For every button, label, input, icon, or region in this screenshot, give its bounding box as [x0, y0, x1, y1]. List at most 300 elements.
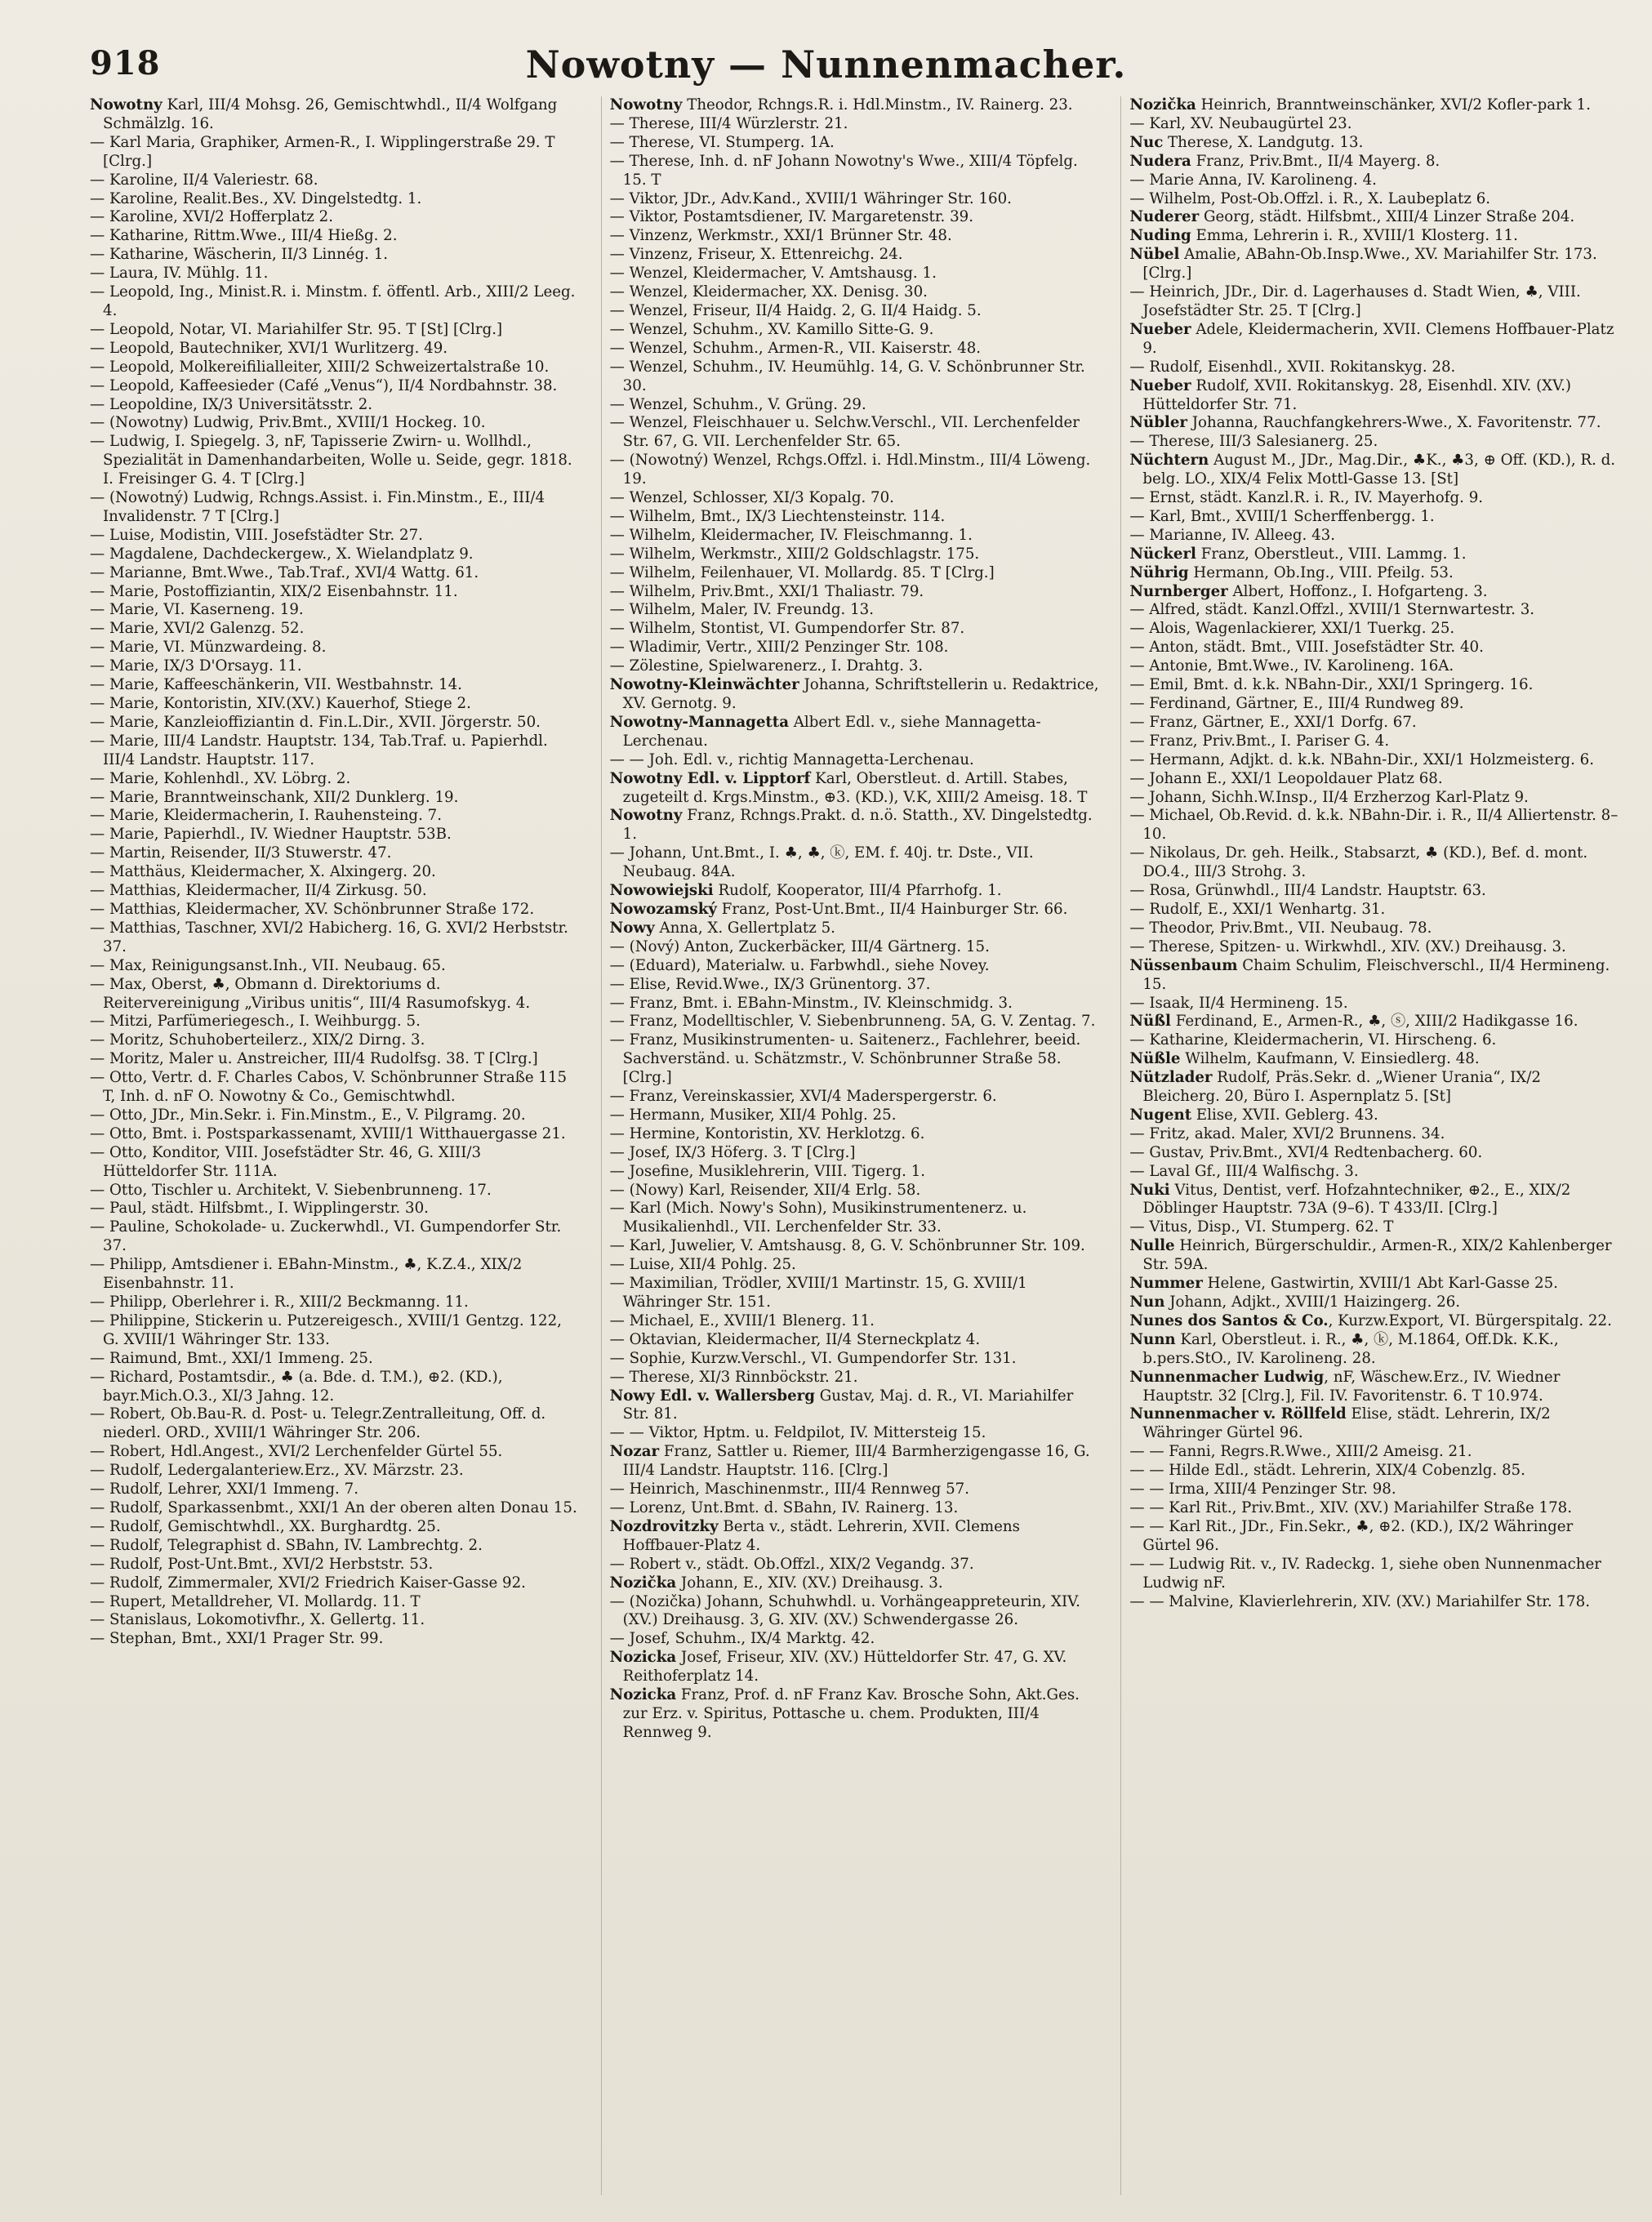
directory-entry: [1129, 433, 1619, 452]
entry-text: — Moritz, Maler u. Anstreicher, III/4 Rudolfsg. 38. T [Clrg.]: [90, 1050, 538, 1068]
entry-text: Karl, Oberstleut. d. Artill. Stabes, zugeteilt d. Krgs.Minstm., ⊕3. (KD.), V.K, XIII/2 Ameisg. 18. T: [622, 769, 1088, 806]
entry-text: — Karoline, XVI/2 Hofferplatz 2.: [90, 208, 333, 226]
directory-entry: [1129, 714, 1619, 733]
directory-entry: [610, 1574, 1100, 1593]
directory-entry: [90, 1182, 580, 1200]
directory-entry: [610, 489, 1100, 508]
directory-entry: [1129, 564, 1619, 583]
entry-text: — Marie, III/4 Landstr. Hauptstr. 134, Tab.Traf. u. Papierhdl. III/4 Landstr. Hauptstr. 117.: [90, 732, 548, 768]
directory-entry: [1129, 1593, 1619, 1612]
entry-text: — Wenzel, Kleidermacher, XX. Denisg. 30.: [609, 283, 928, 301]
entry-text: Adele, Kleidermacherin, XVII. Clemens Hoffbauer-Platz 9.: [1142, 320, 1614, 357]
entry-text: — Robert, Ob.Bau-R. d. Post- u. Telegr.Zentralleitung, Off. d. niederl. ORD., XVIII/1 Währinger Str. 206.: [90, 1405, 546, 1442]
directory-entry: [1129, 227, 1619, 246]
entry-text: — Marie Anna, IV. Karolineng. 4.: [1129, 171, 1377, 189]
entry-text: — Johann E., XXI/1 Leopoldauer Platz 68.: [1129, 769, 1443, 787]
directory-entry: [610, 1275, 1100, 1312]
directory-entry: [1129, 751, 1619, 770]
directory-entry: [610, 1499, 1100, 1518]
entry-text: — Marianne, IV. Alleeg. 43.: [1129, 526, 1336, 544]
directory-entry: [90, 433, 580, 489]
entry-text: — Max, Reinigungsanst.Inh., VII. Neubaug. 65.: [90, 956, 446, 974]
entry-text: — Franz, Vereinskassier, XVI/4 Maderspergerstr. 6.: [609, 1088, 997, 1106]
entry-text: — Katharine, Rittm.Wwe., III/4 Hießg. 2.: [90, 227, 398, 245]
directory-entry: [610, 601, 1100, 620]
entry-text: Franz, Oberstleut., VIII. Lammg. 1.: [1196, 545, 1467, 563]
directory-entry: [90, 527, 580, 545]
directory-entry: [1129, 153, 1619, 171]
entry-text: Franz, Prof. d. nF Franz Kav. Brosche Sohn, Akt.Ges. zur Erz. v. Spiritus, Pottasche u. chem. Produkten, III/4 Rennweg 9.: [622, 1686, 1080, 1741]
directory-entry: [1129, 321, 1619, 358]
entry-surname: Nübler: [1129, 414, 1187, 432]
entry-text: — Therese, III/3 Salesianerg. 25.: [1129, 433, 1378, 451]
directory-entry: [90, 957, 580, 976]
entry-text: — Moritz, Schuhoberteilerz., XIX/2 Dirng. 3.: [90, 1031, 425, 1049]
directory-entry: [610, 1237, 1100, 1256]
directory-entry: [1129, 1556, 1619, 1593]
entry-text: — Ernst, städt. Kanzl.R. i. R., IV. Mayerhofg. 9.: [1129, 489, 1484, 507]
entry-surname: Nützlader: [1129, 1069, 1213, 1087]
entry-text: — Robert, Hdl.Angest., XVI/2 Lerchenfelder Gürtel 55.: [90, 1443, 503, 1461]
directory-entry: [610, 358, 1100, 396]
entry-text: Franz, Priv.Bmt., II/4 Mayerg. 8.: [1191, 152, 1440, 170]
directory-entry: [90, 601, 580, 620]
entry-text: — Max, Oberst, ♣, Obmann d. Direktoriums d. Reitervereinigung „Viribus unitis“, III/4 Rasumofskyg. 4.: [90, 975, 531, 1012]
directory-entry: [1129, 1163, 1619, 1182]
entry-text: — Marie, VI. Kaserneng. 19.: [90, 601, 304, 619]
entry-surname: Nummer: [1129, 1275, 1203, 1293]
directory-entry: [610, 545, 1100, 564]
entry-surname: Nueber: [1129, 320, 1191, 338]
entry-text: — Luise, Modistin, VIII. Josefstädter Str. 27.: [90, 526, 423, 544]
directory-entry: [90, 1405, 580, 1443]
entry-text: — Marie, Papierhdl., IV. Wiedner Hauptstr. 53B.: [90, 826, 452, 844]
directory-entry: [1129, 995, 1619, 1013]
entry-text: — Therese, VI. Stumperg. 1A.: [609, 133, 835, 151]
directory-entry: [1129, 545, 1619, 564]
entry-text: — Rudolf, E., XXI/1 Wenhartg. 31.: [1129, 900, 1386, 918]
directory-entry: [90, 695, 580, 714]
directory-entry: [90, 657, 580, 676]
entry-text: — Paul, städt. Hilfsbmt., I. Wipplingerstr. 30.: [90, 1200, 429, 1218]
directory-entry: [90, 321, 580, 340]
directory-entry: [610, 1125, 1100, 1144]
entry-text: — Raimund, Bmt., XXI/1 Immeng. 25.: [90, 1349, 373, 1367]
entry-surname: Nowotny-Mannagetta: [609, 713, 789, 731]
directory-entry: [90, 789, 580, 808]
entry-text: — Wladimir, Vertr., XIII/2 Penzinger Str. 108.: [609, 639, 949, 657]
entry-text: — Marie, Kohlenhdl., XV. Löbrg. 2.: [90, 769, 351, 787]
entry-text: — Leopoldine, IX/3 Universitätsstr. 2.: [90, 395, 373, 413]
column-right: [1120, 96, 1619, 2195]
entry-text: Amalie, ABahn-Ob.Insp.Wwe., XV. Mariahilfer Str. 173. [Clrg.]: [1142, 246, 1597, 283]
entry-surname: Nurnberger: [1129, 582, 1228, 600]
entry-text: — Franz, Priv.Bmt., I. Pariser G. 4.: [1129, 732, 1390, 750]
directory-entry: [610, 1630, 1100, 1649]
directory-entry: [610, 115, 1100, 134]
directory-entry: [1129, 1050, 1619, 1069]
entry-text: — Josefine, Musiklehrerin, VIII. Tigerg. 1.: [609, 1162, 926, 1180]
entry-text: Johann, Adjkt., XVIII/1 Haizingerg. 26.: [1164, 1294, 1461, 1311]
entry-text: — Lorenz, Unt.Bmt. d. SBahn, IV. Rainerg. 13.: [609, 1498, 959, 1516]
entry-text: — (Nozička) Johann, Schuhwhdl. u. Vorhängeappreteurin, XIV. (XV.) Dreihausg. 3, G. XIV. (XV.) Schwendergasse 26.: [609, 1592, 1080, 1629]
directory-entry: [1129, 1518, 1619, 1556]
entry-text: — Isaak, II/4 Hermineng. 15.: [1129, 994, 1348, 1012]
directory-entry: [610, 639, 1100, 657]
directory-entry: [1129, 246, 1619, 283]
directory-entry: [610, 1013, 1100, 1031]
entry-text: Georg, städt. Hilfsbmt., XIII/4 Linzer Straße 204.: [1199, 208, 1575, 226]
directory-entry: [610, 1350, 1100, 1369]
directory-entry: [610, 527, 1100, 545]
entry-text: — Stephan, Bmt., XXI/1 Prager Str. 99.: [90, 1630, 384, 1648]
directory-entry: [610, 1256, 1100, 1275]
page-number: 918: [90, 44, 161, 82]
entry-text: — Rosa, Grünwhdl., III/4 Landstr. Hauptstr. 63.: [1129, 882, 1486, 900]
entry-text: — Leopold, Ing., Minist.R. i. Minstm. f. öffentl. Arb., XIII/2 Leeg. 4.: [90, 283, 576, 319]
entry-text: Elise, städt. Lehrerin, IX/2 Währinger Gürtel 96.: [1142, 1405, 1551, 1442]
entry-surname: Nückerl: [1129, 545, 1196, 563]
entry-text: — Katharine, Kleidermacherin, VI. Hirscheng. 6.: [1129, 1031, 1497, 1049]
entry-surname: Nowozamský: [609, 900, 717, 918]
directory-entry: [1129, 789, 1619, 808]
entry-text: — Franz, Modelltischler, V. Siebenbrunneng. 5A, G. V. Zentag. 7.: [609, 1013, 1096, 1031]
entry-text: — (Nowotný) Wenzel, Rchgs.Offzl. i. Hdl.Minstm., III/4 Löweng. 19.: [609, 452, 1091, 488]
directory-entry: [1129, 938, 1619, 957]
entry-text: — Wilhelm, Maler, IV. Freundg. 13.: [609, 601, 875, 619]
entry-text: — Alfred, städt. Kanzl.Offzl., XVIII/1 Sternwartestr. 3.: [1129, 601, 1535, 619]
entry-text: — Marie, XVI/2 Galenzg. 52.: [90, 620, 305, 638]
entry-text: — Wilhelm, Feilenhauer, VI. Mollardg. 85. T [Clrg.]: [609, 563, 995, 581]
directory-entry: [90, 1050, 580, 1069]
entry-text: — Rudolf, Lehrer, XXI/1 Immeng. 7.: [90, 1481, 358, 1498]
directory-entry: [1129, 1312, 1619, 1331]
entry-text: — Alois, Wagenlackierer, XXI/1 Tuerkg. 25.: [1129, 620, 1455, 638]
entry-text: — — Joh. Edl. v., richtig Mannagetta-Lerchenau.: [609, 750, 974, 768]
entry-text: Vitus, Dentist, verf. Hofzahntechniker, ⊕2., E., XIX/2 Döblinger Hauptstr. 73A (9–6). T 433/II. [Clrg.]: [1142, 1181, 1571, 1218]
entry-text: Johanna, Rauchfangkehrers-Wwe., X. Favoritenstr. 77.: [1187, 414, 1601, 432]
directory-entry: [1129, 1182, 1619, 1219]
entry-text: Karl, III/4 Mohsg. 26, Gemischtwhdl., II/4 Wolfgang Schmälzlg. 16.: [103, 96, 558, 132]
directory-entry: [610, 396, 1100, 415]
directory-entry: [610, 1369, 1100, 1387]
entry-surname: Nozička: [1129, 96, 1196, 114]
column-middle: [601, 96, 1100, 2195]
directory-entry: [1129, 377, 1619, 415]
entry-text: — Viktor, Postamtsdiener, IV. Margaretenstr. 39.: [609, 208, 974, 226]
entry-text: — Marie, Kaffeeschänkerin, VII. Westbahnstr. 14.: [90, 676, 462, 694]
entry-text: — Rudolf, Gemischtwhdl., XX. Burghardtg. 25.: [90, 1517, 441, 1535]
entry-surname: Nowotny: [90, 96, 163, 114]
entry-text: — Josef, Schuhm., IX/4 Marktg. 42.: [609, 1630, 875, 1648]
entry-surname: Nührig: [1129, 563, 1189, 581]
entry-surname: Nunn: [1129, 1330, 1176, 1348]
entry-text: — Josef, IX/3 Höferg. 3. T [Clrg.]: [609, 1143, 856, 1161]
directory-entry: [90, 96, 580, 134]
directory-entry: [610, 1107, 1100, 1125]
directory-entry: [90, 863, 580, 882]
entry-text: , nF, Wäschew.Erz., IV. Wiedner Hauptstr. 32 [Clrg.], Fil. IV. Favoritenstr. 6. T 10.974.: [1142, 1368, 1561, 1405]
entry-text: — Matthias, Kleidermacher, XV. Schönbrunner Straße 172.: [90, 900, 535, 918]
entry-surname: Nuki: [1129, 1181, 1170, 1199]
directory-entry: [610, 901, 1100, 920]
entry-text: — Vitus, Disp., VI. Stumperg. 62. T: [1129, 1218, 1394, 1236]
entry-text: — Elise, Revid.Wwe., IX/3 Grünentorg. 37.: [609, 975, 931, 993]
directory-entry: [610, 976, 1100, 995]
directory-entry: [610, 1593, 1100, 1631]
directory-entry: [610, 340, 1100, 358]
entry-text: — Maximilian, Trödler, XVIII/1 Martinstr. 15, G. XVIII/1 Währinger Str. 151.: [609, 1275, 1027, 1311]
directory-entry: [90, 171, 580, 190]
directory-entry: [90, 1574, 580, 1593]
entry-text: — Wilhelm, Priv.Bmt., XXI/1 Thaliastr. 79.: [609, 582, 924, 600]
entry-surname: Nozar: [609, 1443, 660, 1461]
directory-entry: [1129, 1369, 1619, 1406]
directory-entry: [610, 1088, 1100, 1107]
columns: [90, 96, 1619, 2195]
directory-entry: [90, 358, 580, 377]
directory-entry: [610, 134, 1100, 153]
directory-entry: [1129, 1275, 1619, 1294]
directory-entry: [1129, 657, 1619, 676]
directory-entry: [90, 1630, 580, 1649]
directory-entry: [610, 995, 1100, 1013]
entry-surname: Nowowiejski: [609, 882, 714, 900]
directory-entry: [1129, 489, 1619, 508]
entry-text: — Wenzel, Kleidermacher, V. Amtshausg. 1.: [609, 265, 937, 283]
entry-text: — Heinrich, Maschinenmstr., III/4 Rennweg 57.: [609, 1481, 969, 1498]
directory-entry: [90, 1256, 580, 1294]
entry-text: — — Ludwig Rit. v., IV. Radeckg. 1, siehe oben Nunnenmacher Ludwig nF.: [1129, 1555, 1601, 1592]
entry-text: Heinrich, Branntweinschänker, XVI/2 Kofler-park 1.: [1196, 96, 1591, 114]
directory-entry: [90, 733, 580, 770]
directory-entry: [90, 208, 580, 227]
directory-entry: [1129, 527, 1619, 545]
directory-entry: [90, 1611, 580, 1630]
entry-text: — — Hilde Edl., städt. Lehrerin, XIX/4 Cobenzlg. 85.: [1129, 1462, 1525, 1480]
directory-entry: [90, 976, 580, 1013]
entry-text: — Wenzel, Schuhm., IV. Heumühlg. 14, G. V. Schönbrunner Str. 30.: [609, 358, 1085, 394]
directory-entry: [1129, 1013, 1619, 1031]
directory-entry: [90, 227, 580, 246]
entry-text: — Viktor, JDr., Adv.Kand., XVIII/1 Währinger Str. 160.: [609, 189, 1012, 207]
directory-entry: [90, 714, 580, 733]
directory-entry: [610, 1481, 1100, 1499]
directory-entry: [90, 620, 580, 639]
entry-text: — Karl Maria, Graphiker, Armen-R., I. Wipplingerstraße 29. T [Clrg.]: [90, 133, 555, 170]
directory-entry: [610, 938, 1100, 957]
directory-entry: [610, 844, 1100, 882]
entry-text: — Marie, Kleidermacherin, I. Rauhensteing. 7.: [90, 807, 442, 825]
directory-entry: [1129, 171, 1619, 190]
directory-entry: [610, 1556, 1100, 1574]
directory-entry: [90, 377, 580, 396]
entry-text: Gustav, Maj. d. R., VI. Mariahilfer Str. 81.: [622, 1387, 1074, 1423]
entry-surname: Nuding: [1129, 227, 1191, 245]
entry-text: — Otto, JDr., Min.Sekr. i. Fin.Minstm., E., V. Pilgramg. 20.: [90, 1106, 526, 1124]
entry-text: — Rudolf, Sparkassenbmt., XXI/1 An der oberen alten Donau 15.: [90, 1498, 577, 1516]
directory-entry: [1129, 1499, 1619, 1518]
directory-entry: [610, 1031, 1100, 1088]
entry-text: — Leopold, Kaffeesieder (Café „Venus“), II/4 Nordbahnstr. 38.: [90, 376, 558, 394]
directory-entry: [1129, 1462, 1619, 1481]
directory-entry: [90, 920, 580, 957]
directory-entry: [90, 1350, 580, 1369]
directory-entry: [1129, 452, 1619, 489]
entry-text: — Karl (Mich. Nowy's Sohn), Musikinstrumentenerz. u. Musikalienhdl., VII. Lerchenfelder Str. 33.: [609, 1200, 1027, 1236]
entry-text: — (Nowotný) Ludwig, Rchngs.Assist. i. Fin.Minstm., E., III/4 Invalidenstr. 7 T [Clrg.]: [90, 489, 545, 525]
directory-entry: [610, 227, 1100, 246]
directory-entry: [1129, 1481, 1619, 1499]
entry-surname: Nozička: [609, 1574, 677, 1592]
entry-text: — Wenzel, Schlosser, XI/3 Kopalg. 70.: [609, 489, 894, 507]
entry-text: Helene, Gastwirtin, XVIII/1 Abt Karl-Gasse 25.: [1202, 1275, 1558, 1293]
entry-text: — Theodor, Priv.Bmt., VII. Neubaug. 78.: [1129, 919, 1432, 937]
entry-text: Franz, Sattler u. Riemer, III/4 Barmherzigengasse 16, G. III/4 Landstr. Hauptstr. 116. [Clrg.]: [622, 1443, 1090, 1480]
entry-surname: Nowotny-Kleinwächter: [609, 676, 799, 694]
entry-surname: Nunnenmacher v. Röllfeld: [1129, 1405, 1347, 1423]
entry-text: — Stanislaus, Lokomotivfhr., X. Gellertg. 11.: [90, 1611, 425, 1629]
directory-entry: [610, 414, 1100, 452]
directory-entry: [1129, 208, 1619, 227]
directory-entry: [610, 283, 1100, 302]
entry-surname: Nunes dos Santos & Co.: [1129, 1311, 1329, 1329]
directory-entry: [90, 340, 580, 358]
entry-text: — Johann, Unt.Bmt., I. ♣, ♣, ⓚ, EM. f. 40j. tr. Dste., VII. Neubaug. 84A.: [609, 844, 1034, 881]
entry-text: — Fritz, akad. Maler, XVI/2 Brunnens. 34.: [1129, 1124, 1445, 1142]
entry-text: — Therese, III/4 Würzlerstr. 21.: [609, 114, 848, 132]
directory-entry: [610, 1312, 1100, 1331]
directory-entry: [1129, 1125, 1619, 1144]
entry-text: Karl, Oberstleut. i. R., ♣, ⓚ, M.1864, Off.Dk. K.K., b.pers.StO., IV. Karolineng. 28.: [1142, 1330, 1559, 1367]
entry-text: — Leopold, Notar, VI. Mariahilfer Str. 95. T [St] [Clrg.]: [90, 320, 503, 338]
entry-text: — — Karl Rit., JDr., Fin.Sekr., ♣, ⊕2. (KD.), IX/2 Währinger Gürtel 96.: [1129, 1517, 1574, 1554]
entry-text: Josef, Friseur, XIV. (XV.) Hütteldorfer Str. 47, G. XV. Reithoferplatz 14.: [622, 1649, 1067, 1685]
entry-text: Johanna, Schriftstellerin u. Redaktrice, XV. Gernotg. 9.: [622, 676, 1099, 712]
entry-text: — Marie, Postoffiziantin, XIX/2 Eisenbahnstr. 11.: [90, 582, 458, 600]
directory-entry: [610, 153, 1100, 190]
entry-text: Emma, Lehrerin i. R., XVIII/1 Klosterg. 11.: [1191, 227, 1518, 245]
directory-entry: [610, 1200, 1100, 1237]
directory-entry: [1129, 601, 1619, 620]
directory-entry: [90, 1462, 580, 1481]
entry-text: — Wenzel, Fleischhauer u. Selchw.Verschl., VII. Lerchenfelder Str. 67, G. VII. Lerchenfelder Str. 65.: [609, 414, 1080, 451]
entry-text: — Karl, Juwelier, V. Amtshausg. 8, G. V. Schönbrunner Str. 109.: [609, 1237, 1085, 1255]
entry-surname: Nüchtern: [1129, 452, 1209, 470]
entry-text: — (Nový) Anton, Zuckerbäcker, III/4 Gärtnerg. 15.: [609, 937, 990, 955]
directory-entry: [1129, 770, 1619, 789]
entry-text: — Otto, Konditor, VIII. Josefstädter Str. 46, G. XIII/3 Hütteldorfer Str. 111A.: [90, 1143, 482, 1180]
entry-text: — Karl, Bmt., XVIII/1 Scherffenbergg. 1.: [1129, 507, 1435, 525]
entry-text: — Hermine, Kontoristin, XV. Herklotzg. 6.: [609, 1124, 925, 1142]
directory-entry: [610, 620, 1100, 639]
directory-entry: [90, 283, 580, 321]
directory-entry: [1129, 620, 1619, 639]
entry-text: — (Nowy) Karl, Reisender, XII/4 Erlg. 58.: [609, 1181, 921, 1199]
entry-text: — Ludwig, I. Spiegelg. 3, nF, Tapisserie Zwirn- u. Wollhdl., Spezialität in Damenhandarbeiten, Wolle u. Seide, gegr. 1818. I. Freisinger G. 4. T [Clrg.]: [90, 433, 572, 488]
directory-entry: [610, 807, 1100, 844]
entry-text: — Rudolf, Post-Unt.Bmt., XVI/2 Herbststr. 53.: [90, 1555, 434, 1573]
entry-surname: Nowotny: [609, 96, 683, 114]
entry-text: — Vinzenz, Werkmstr., XXI/1 Brünner Str. 48.: [609, 227, 952, 245]
directory-entry: [610, 1331, 1100, 1350]
directory-entry: [610, 957, 1100, 976]
entry-text: Berta v., städt. Lehrerin, XVII. Clemens Hoffbauer-Platz 4.: [622, 1517, 1020, 1554]
directory-entry: [1129, 1294, 1619, 1312]
directory-entry: [1129, 882, 1619, 901]
directory-entry: [610, 1387, 1100, 1425]
directory-entry: [1129, 901, 1619, 920]
entry-surname: Nozdrovitzky: [609, 1517, 719, 1535]
entry-text: — Philipp, Amtsdiener i. EBahn-Minstm., ♣, K.Z.4., XIX/2 Eisenbahnstr. 11.: [90, 1256, 523, 1293]
entry-text: — Leopold, Molkereifilialleiter, XIII/2 Schweizertalstraße 10.: [90, 358, 550, 376]
entry-text: — Otto, Tischler u. Architekt, V. Siebenbrunneng. 17.: [90, 1181, 492, 1199]
entry-text: — Marie, IX/3 D'Orsayg. 11.: [90, 657, 302, 675]
directory-entry: [1129, 134, 1619, 153]
directory-entry: [610, 882, 1100, 901]
directory-entry: [90, 190, 580, 209]
entry-surname: Nüssenbaum: [1129, 956, 1238, 974]
directory-entry: [90, 1481, 580, 1499]
directory-entry: [610, 1163, 1100, 1182]
directory-entry: [90, 489, 580, 527]
directory-entry: [1129, 920, 1619, 938]
directory-entry: [1129, 1443, 1619, 1462]
entry-surname: Nulle: [1129, 1237, 1175, 1255]
entry-text: Franz, Rchngs.Prakt. d. n.ö. Statth., XV. Dingelstedtg. 1.: [622, 807, 1093, 844]
entry-text: — Magdalene, Dachdeckergew., X. Wielandplatz 9.: [90, 545, 474, 563]
directory-entry: [1129, 639, 1619, 657]
entry-text: — Wenzel, Friseur, II/4 Haidg. 2, G. II/4 Haidg. 5.: [609, 301, 982, 319]
directory-entry: [610, 657, 1100, 676]
entry-text: — Marie, Kanzleioffiziantin d. Fin.L.Dir., XVII. Jörgerstr. 50.: [90, 713, 541, 731]
directory-entry: [90, 676, 580, 695]
directory-entry: [610, 1443, 1100, 1481]
entry-text: — Pauline, Schokolade- u. Zuckerwhdl., VI. Gumpendorfer Str. 37.: [90, 1218, 562, 1255]
entry-text: — Luise, XII/4 Pohlg. 25.: [609, 1256, 796, 1274]
entry-text: — Otto, Vertr. d. F. Charles Cabos, V. Schönbrunner Straße 115 T, Inh. d. nF O. Nowotny & Co., Gemischtwhdl.: [90, 1069, 568, 1106]
entry-surname: Nudera: [1129, 152, 1191, 170]
directory-entry: [90, 1499, 580, 1518]
entry-text: Ferdinand, E., Armen-R., ♣, ⓢ, XIII/2 Hadikgasse 16.: [1170, 1013, 1579, 1031]
directory-entry: [1129, 1405, 1619, 1443]
directory-entry: [1129, 1107, 1619, 1125]
directory-entry: [610, 1649, 1100, 1686]
entry-text: — Wilhelm, Bmt., IX/3 Liechtensteinstr. 114.: [609, 507, 946, 525]
directory-entry: [90, 1294, 580, 1312]
entry-text: — Rupert, Metalldreher, VI. Mollardg. 11. T: [90, 1592, 421, 1610]
directory-entry: [90, 1144, 580, 1182]
entry-text: Hermann, Ob.Ing., VIII. Pfeilg. 53.: [1188, 563, 1454, 581]
directory-entry: [1129, 115, 1619, 134]
entry-text: Franz, Post-Unt.Bmt., II/4 Hainburger Str. 66.: [716, 900, 1068, 918]
directory-entry: [610, 583, 1100, 602]
entry-text: — Emil, Bmt. d. k.k. NBahn-Dir., XXI/1 Springerg. 16.: [1129, 676, 1534, 694]
column-left: [90, 96, 580, 2195]
directory-entry: [90, 1125, 580, 1144]
directory-entry: [90, 396, 580, 415]
directory-entry: [610, 208, 1100, 227]
directory-entry: [610, 96, 1100, 115]
directory-entry: [90, 882, 580, 901]
entry-text: — Otto, Bmt. i. Postsparkassenamt, XVIII/1 Witthauergasse 21.: [90, 1124, 566, 1142]
directory-entry: [90, 826, 580, 844]
entry-text: — Wilhelm, Kleidermacher, IV. Fleischmanng. 1.: [609, 526, 973, 544]
entry-text: Elise, XVII. Geblerg. 43.: [1191, 1106, 1378, 1124]
entry-surname: Nunnenmacher Ludwig: [1129, 1368, 1325, 1386]
entry-surname: Nun: [1129, 1294, 1165, 1311]
directory-entry: [90, 545, 580, 564]
